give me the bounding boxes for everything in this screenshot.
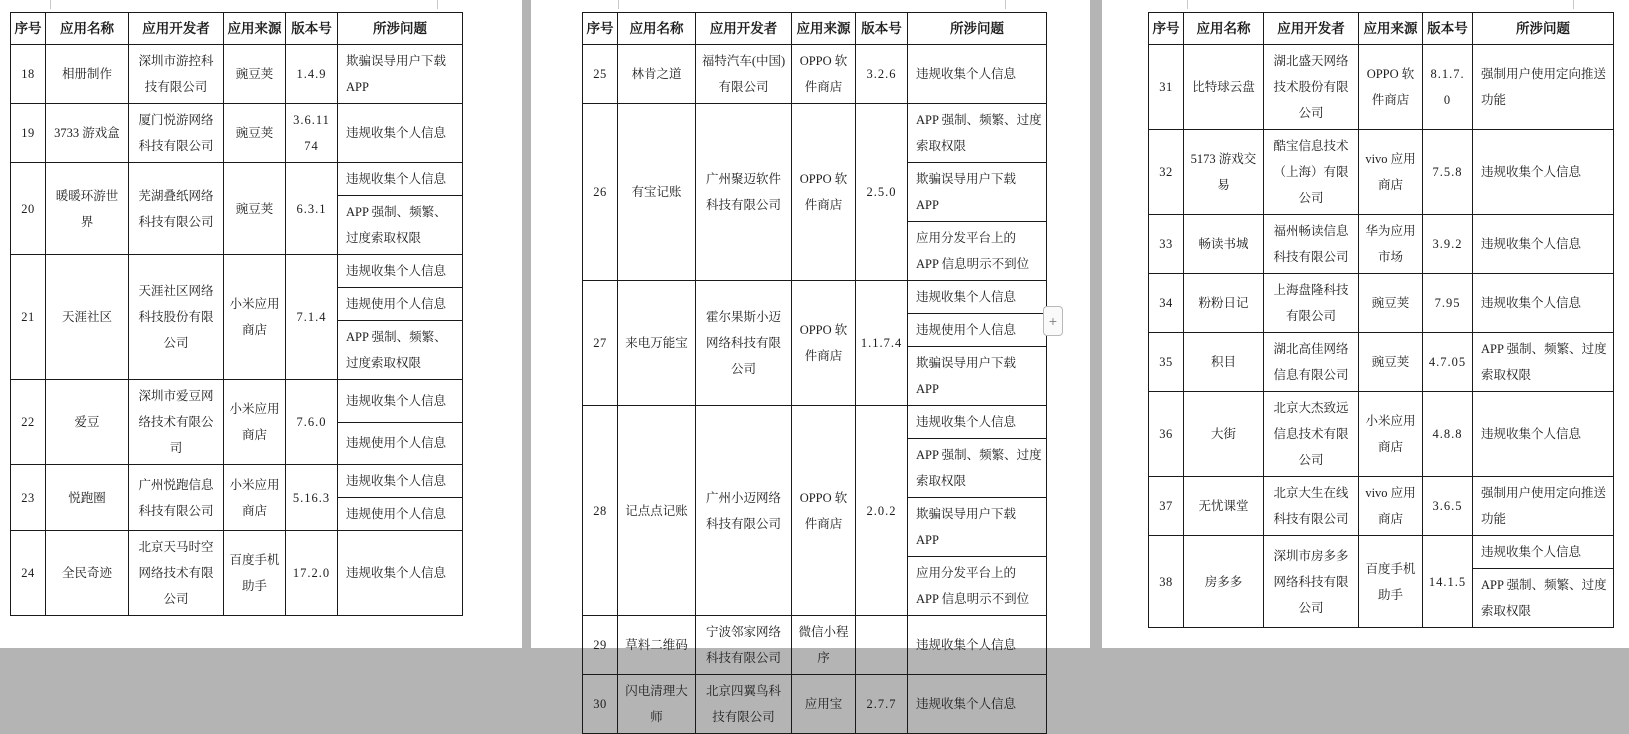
cell-app-name: 记点点记账 [618,406,696,616]
cell-issue: 违规收集个人信息 [1473,392,1614,477]
cell-app-developer: 深圳市爱豆网络技术有限公司 [129,380,224,465]
table-row [1149,215,1614,274]
cell-issue: 欺骗误导用户下载 APP [908,347,1047,406]
column-header: 应用开发者 [129,13,224,45]
table-row [583,45,1047,104]
cell-app-version: 14.1.5 [1423,536,1473,628]
table-row [11,465,463,498]
cell-app-name: 5173 游戏交易 [1184,130,1264,215]
column-header: 应用来源 [224,13,286,45]
cell-issue: 违规收集个人信息 [338,163,463,196]
cell-app-name: 粉粉日记 [1184,274,1264,333]
cell-app-developer: 深圳市游控科技有限公司 [129,45,224,104]
cell-issue: 违规收集个人信息 [338,255,463,288]
cell-row-number: 21 [11,255,46,380]
cell-app-name: 大街 [1184,392,1264,477]
cell-row-number: 37 [1149,477,1184,536]
cell-app-developer: 酷宝信息技术（上海）有限公司 [1264,130,1359,215]
cell-row-number: 36 [1149,392,1184,477]
column-header: 应用名称 [618,13,696,45]
cell-app-developer: 广州悦跑信息科技有限公司 [129,465,224,531]
cell-app-source: 小米应用商店 [224,255,286,380]
cell-app-name: 悦跑圈 [46,465,129,531]
cell-app-version: 1.4.9 [286,45,338,104]
cell-app-developer: 福州畅读信息科技有限公司 [1264,215,1359,274]
cell-issue: 欺骗误导用户下载 APP [908,163,1047,222]
cell-app-name: 草料二维码 [618,616,696,675]
cell-row-number: 22 [11,380,46,465]
document-page-3 [1102,0,1629,648]
cell-issue: 违规收集个人信息 [908,675,1047,734]
cell-issue: APP 强制、频繁、过度索取权限 [1473,569,1614,628]
cell-app-name: 比特球云盘 [1184,45,1264,130]
cell-issue: APP 强制、频繁、过度索取权限 [908,104,1047,163]
cell-app-source: 应用宝 [792,675,856,734]
cell-row-number: 27 [583,281,618,406]
cell-app-developer: 芜湖叠纸网络科技有限公司 [129,163,224,255]
cell-app-source: 华为应用市场 [1359,215,1423,274]
table-row [583,281,1047,314]
cell-issue: 违规收集个人信息 [1473,536,1614,569]
cell-row-number: 30 [583,675,618,734]
cell-app-version: 7.1.4 [286,255,338,380]
cell-app-source: OPPO 软件商店 [792,406,856,616]
cell-issue: 违规收集个人信息 [338,531,463,616]
cell-app-name: 全民奇迹 [46,531,129,616]
column-header: 应用名称 [46,13,129,45]
cell-issue: 违规收集个人信息 [908,616,1047,675]
cell-app-version: 17.2.0 [286,531,338,616]
cell-issue: 违规使用个人信息 [338,422,463,465]
cell-row-number: 28 [583,406,618,616]
cell-app-developer: 天涯社区网络科技股份有限公司 [129,255,224,380]
gridline-tick [1005,0,1006,9]
table-row [1149,333,1614,392]
column-header: 应用来源 [792,13,856,45]
cell-app-developer: 北京大杰致远信息技术有限公司 [1264,392,1359,477]
cell-app-version: 3.6.1174 [286,104,338,163]
column-header: 序号 [583,13,618,45]
cell-app-name: 无忧课堂 [1184,477,1264,536]
cell-app-source: 豌豆荚 [1359,333,1423,392]
table-row [11,104,463,163]
cell-app-version: 5.16.3 [286,465,338,531]
cell-issue: 违规收集个人信息 [908,281,1047,314]
cell-app-developer: 北京大生在线科技有限公司 [1264,477,1359,536]
cell-issue: APP 强制、频繁、过度索取权限 [338,196,463,255]
cell-row-number: 38 [1149,536,1184,628]
column-header: 版本号 [856,13,908,45]
table-row [11,380,463,423]
cell-app-name: 有宝记账 [618,104,696,281]
cell-row-number: 25 [583,45,618,104]
column-header: 所涉问题 [338,13,463,45]
cell-app-developer: 霍尔果斯小迈网络科技有限公司 [696,281,792,406]
document-page-1 [0,0,522,648]
cell-app-version: 1.1.7.4 [856,281,908,406]
cell-issue: 强制用户使用定向推送功能 [1473,45,1614,130]
cell-row-number: 19 [11,104,46,163]
cell-app-source: 豌豆荚 [1359,274,1423,333]
app-violations-table-page-3 [1148,12,1614,628]
table-row [1149,392,1614,477]
cell-row-number: 20 [11,163,46,255]
cell-app-version: 6.3.1 [286,163,338,255]
cell-issue: APP 强制、频繁、过度索取权限 [338,321,463,380]
column-header: 所涉问题 [908,13,1047,45]
gridline-tick [1573,0,1574,9]
cell-issue: 违规使用个人信息 [338,288,463,321]
table-row [11,163,463,196]
table-row [583,675,1047,734]
cell-app-source: 豌豆荚 [224,45,286,104]
cell-app-name: 积目 [1184,333,1264,392]
cell-app-source: 小米应用商店 [1359,392,1423,477]
cell-app-source: 微信小程序 [792,616,856,675]
cell-app-version: 7.5.8 [1423,130,1473,215]
table-row [1149,536,1614,569]
cell-app-name: 爱豆 [46,380,129,465]
table-row [583,406,1047,439]
cell-app-source: 豌豆荚 [224,163,286,255]
cell-app-source: 百度手机助手 [224,531,286,616]
cell-app-version: 3.9.2 [1423,215,1473,274]
cell-row-number: 23 [11,465,46,531]
cell-app-name: 房多多 [1184,536,1264,628]
cell-issue: 应用分发平台上的 APP 信息明示不到位 [908,222,1047,281]
app-violations-table-page-2 [582,12,1047,734]
cell-app-name: 来电万能宝 [618,281,696,406]
cell-issue: 欺骗误导用户下载 APP [338,45,463,104]
cell-issue: APP 强制、频繁、过度索取权限 [1473,333,1614,392]
cell-row-number: 35 [1149,333,1184,392]
cell-app-developer: 广州小迈网络科技有限公司 [696,406,792,616]
gridline-tick [618,0,619,9]
cell-app-name: 相册制作 [46,45,129,104]
cell-app-name: 天涯社区 [46,255,129,380]
cell-app-name: 暖暖环游世界 [46,163,129,255]
gridline-tick [437,0,438,9]
gridline-tick [1187,0,1188,9]
cell-app-developer: 上海盘隆科技有限公司 [1264,274,1359,333]
cell-app-developer: 北京天马时空网络技术有限公司 [129,531,224,616]
cell-app-version [856,616,908,675]
cell-issue: 违规收集个人信息 [338,465,463,498]
column-header: 应用开发者 [1264,13,1359,45]
cell-app-source: OPPO 软件商店 [1359,45,1423,130]
gridline-tick [50,0,51,9]
cell-app-source: 百度手机助手 [1359,536,1423,628]
cell-issue: 违规收集个人信息 [1473,274,1614,333]
table-row [11,45,463,104]
cell-app-source: vivo 应用商店 [1359,130,1423,215]
cell-row-number: 29 [583,616,618,675]
cell-issue: 欺骗误导用户下载 APP [908,498,1047,557]
cell-row-number: 18 [11,45,46,104]
cell-issue: 违规收集个人信息 [338,380,463,423]
table-row [1149,45,1614,130]
cell-row-number: 31 [1149,45,1184,130]
cell-row-number: 24 [11,531,46,616]
cell-app-version: 2.7.7 [856,675,908,734]
table-row [583,104,1047,163]
table-row [583,616,1047,675]
cell-app-version: 3.2.6 [856,45,908,104]
cell-row-number: 34 [1149,274,1184,333]
cell-app-source: OPPO 软件商店 [792,45,856,104]
cell-issue: APP 强制、频繁、过度索取权限 [908,439,1047,498]
cell-app-source: vivo 应用商店 [1359,477,1423,536]
cell-issue: 强制用户使用定向推送功能 [1473,477,1614,536]
cell-issue: 违规使用个人信息 [908,314,1047,347]
cell-row-number: 26 [583,104,618,281]
cell-issue: 应用分发平台上的 APP 信息明示不到位 [908,557,1047,616]
cell-app-source: OPPO 软件商店 [792,281,856,406]
column-header: 所涉问题 [1473,13,1614,45]
column-header: 版本号 [1423,13,1473,45]
table-row [1149,477,1614,536]
cell-row-number: 33 [1149,215,1184,274]
column-header: 应用名称 [1184,13,1264,45]
cell-app-developer: 湖北高佳网络信息有限公司 [1264,333,1359,392]
expand-button[interactable]: + [1043,306,1063,336]
cell-issue: 违规收集个人信息 [908,406,1047,439]
cell-app-developer: 福特汽车(中国)有限公司 [696,45,792,104]
column-header: 版本号 [286,13,338,45]
document-page-2 [531,0,1090,724]
table-row [1149,274,1614,333]
cell-app-version: 8.1.7.0 [1423,45,1473,130]
cell-app-developer: 宁波邻家网络科技有限公司 [696,616,792,675]
cell-app-name: 3733 游戏盒 [46,104,129,163]
cell-issue: 违规收集个人信息 [1473,130,1614,215]
cell-app-developer: 深圳市房多多网络科技有限公司 [1264,536,1359,628]
cell-app-name: 林肯之道 [618,45,696,104]
table-row [1149,130,1614,215]
table-row [11,255,463,288]
cell-app-version: 2.0.2 [856,406,908,616]
cell-app-source: OPPO 软件商店 [792,104,856,281]
column-header: 序号 [1149,13,1184,45]
cell-app-source: 小米应用商店 [224,465,286,531]
column-header: 应用来源 [1359,13,1423,45]
cell-app-name: 闪电清理大师 [618,675,696,734]
cell-issue: 违规使用个人信息 [338,498,463,531]
column-header: 应用开发者 [696,13,792,45]
cell-app-version: 4.7.05 [1423,333,1473,392]
cell-app-version: 4.8.8 [1423,392,1473,477]
cell-issue: 违规收集个人信息 [908,45,1047,104]
cell-app-version: 7.6.0 [286,380,338,465]
cell-app-version: 2.5.0 [856,104,908,281]
cell-app-name: 畅读书城 [1184,215,1264,274]
cell-app-developer: 北京四翼鸟科技有限公司 [696,675,792,734]
cell-row-number: 32 [1149,130,1184,215]
cell-issue: 违规收集个人信息 [338,104,463,163]
cell-app-source: 豌豆荚 [224,104,286,163]
cell-app-source: 小米应用商店 [224,380,286,465]
table-row [11,531,463,616]
cell-app-developer: 广州聚迈软件科技有限公司 [696,104,792,281]
cell-app-version: 3.6.5 [1423,477,1473,536]
cell-issue: 违规收集个人信息 [1473,215,1614,274]
cell-app-developer: 湖北盛天网络技术股份有限公司 [1264,45,1359,130]
column-header: 序号 [11,13,46,45]
cell-app-developer: 厦门悦游网络科技有限公司 [129,104,224,163]
cell-app-version: 7.95 [1423,274,1473,333]
app-violations-table-page-1 [10,12,463,616]
